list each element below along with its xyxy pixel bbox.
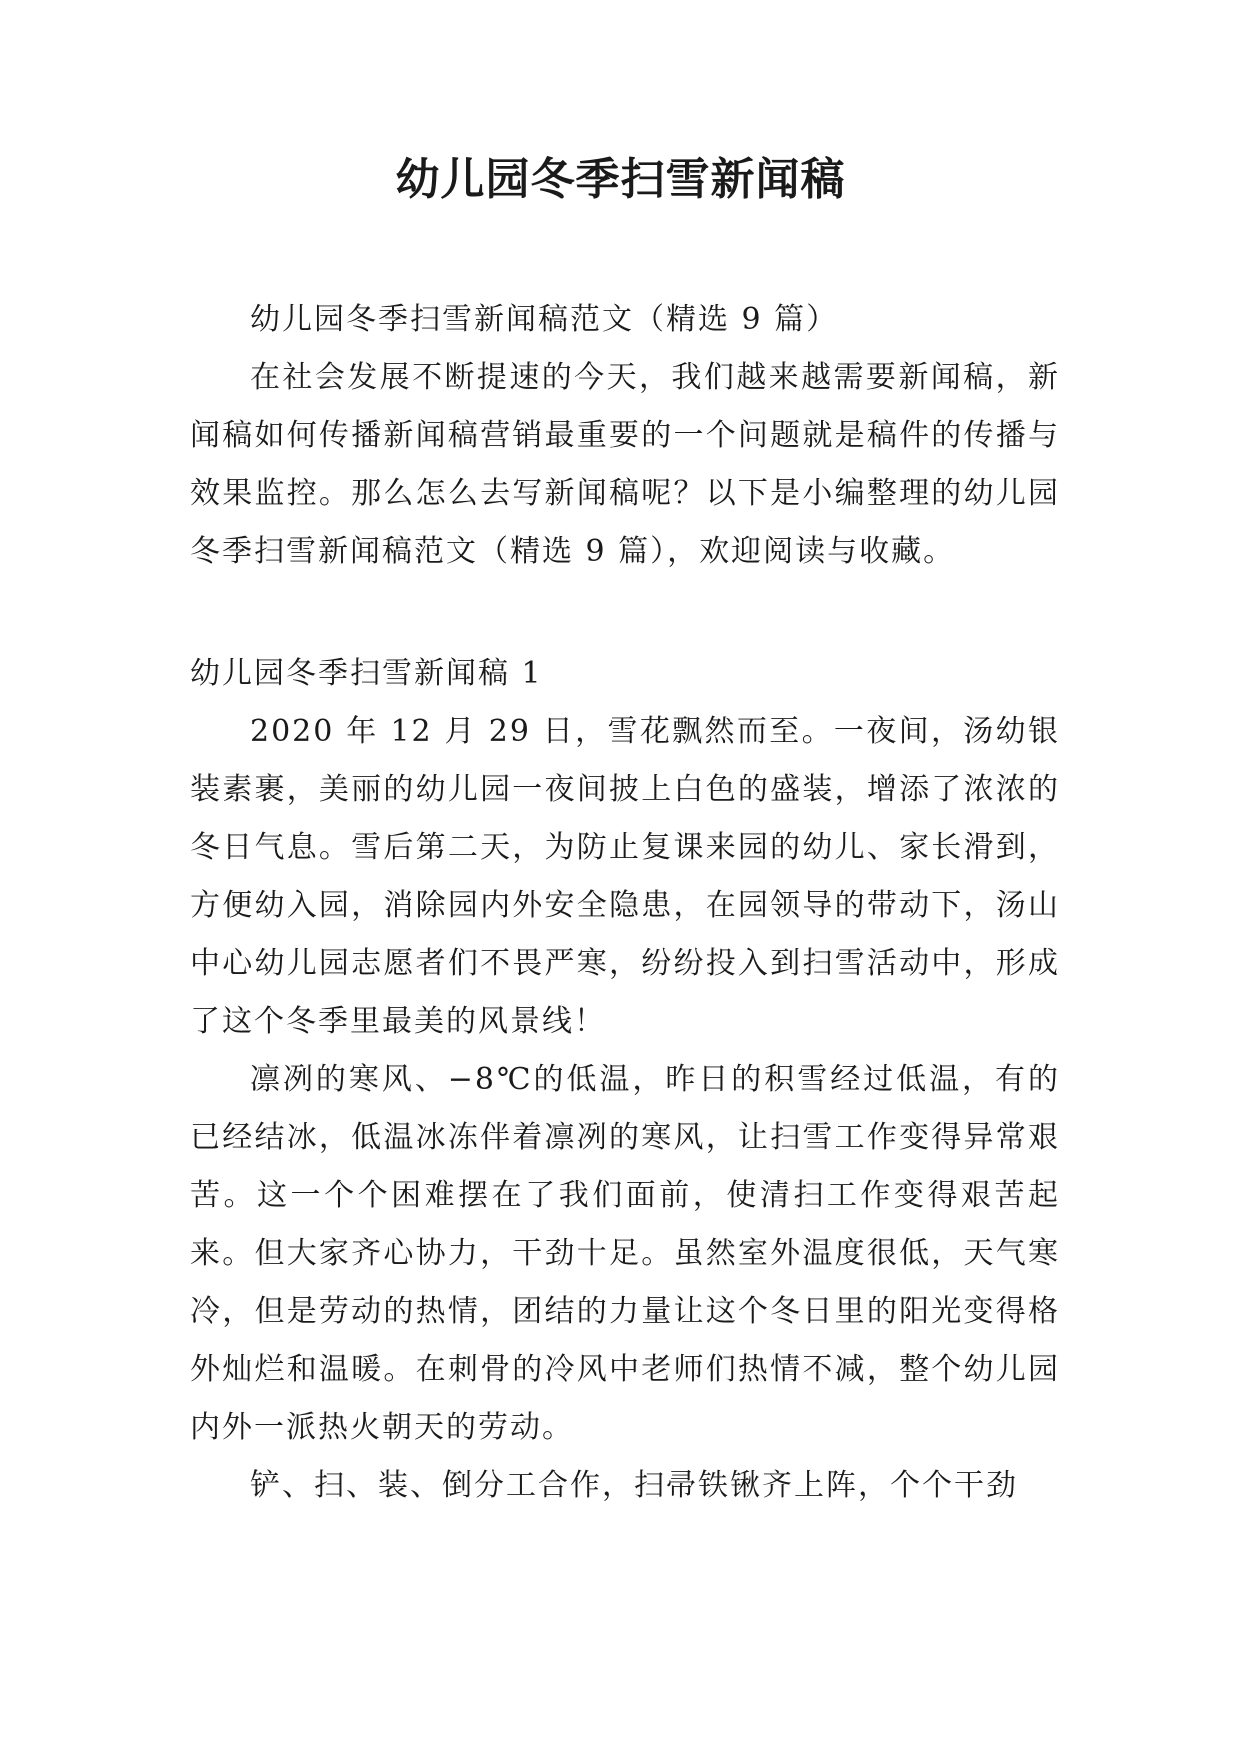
- body-paragraph: 凛冽的寒风、−8℃的低温，昨日的积雪经过低温，有的已经结冰，低温冰冻伴着凛冽的寒风，让扫雪工作变得异常艰苦。这一个个困难摆在了我们面前，使清扫工作变得艰苦起来。但大家齐心协力，干劲十足。虽然室外温度很低，天气寒冷，但是劳动的热情，团结的力量让这个冬日里的阳光变得格外灿烂和温暖。在刺骨的冷风中老师们热情不减，整个幼儿园内外一派热火朝天的劳动。: [190, 1062, 1060, 1445]
- section-heading: 幼儿园冬季扫雪新闻稿 1: [190, 656, 543, 691]
- document-subtitle: 幼儿园冬季扫雪新闻稿范文（精选 9 篇）: [250, 302, 839, 337]
- body-paragraph: 铲、扫、装、倒分工合作，扫帚铁锹齐上阵，个个干劲: [250, 1468, 1018, 1503]
- intro-paragraph: 在社会发展不断提速的今天，我们越来越需要新闻稿，新闻稿如何传播新闻稿营销最重要的一个问题就是稿件的传播与效果监控。那么怎么去写新闻稿呢？以下是小编整理的幼儿园冬季扫雪新闻稿范文（精选 9 篇），欢迎阅读与收藏。: [190, 360, 1060, 569]
- document-body: [190, 291, 1060, 1515]
- section-gap: [190, 581, 1060, 645]
- body-paragraph: 2020 年 12 月 29 日，雪花飘然而至。一夜间，汤幼银装素裹，美丽的幼儿园一夜间披上白色的盛装，增添了浓浓的冬日气息。雪后第二天，为防止复课来园的幼儿、家长滑到，方便幼入园，消除园内外安全隐患，在园领导的带动下，汤山中心幼儿园志愿者们不畏严寒，纷纷投入到扫雪活动中，形成了这个冬季里最美的风景线！: [190, 714, 1060, 1039]
- document-title: 幼儿园冬季扫雪新闻稿: [395, 154, 846, 205]
